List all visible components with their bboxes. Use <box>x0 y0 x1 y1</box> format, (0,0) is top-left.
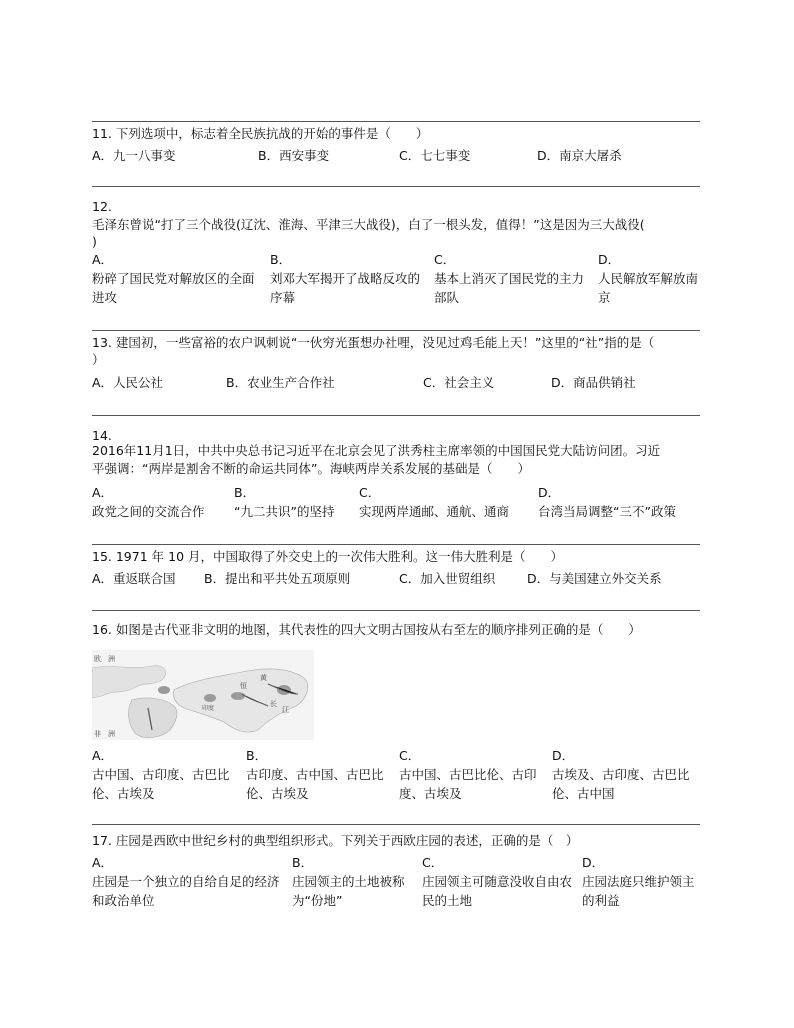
question-stem: 17. 庄园是西欧中世纪乡村的典型组织形式。下列关于西欧庄园的表述，正确的是（ ） <box>92 833 579 848</box>
option-text: 古中国、古巴比伦、古印度、古埃及 <box>399 767 537 801</box>
option-letter: A． <box>92 252 114 267</box>
question-stem-cont: ） <box>92 352 105 367</box>
map-label-river5: 印度 <box>202 705 215 712</box>
question-14 <box>92 428 700 518</box>
option-a[interactable]: A．人民公社 <box>92 375 164 390</box>
divider-q13 <box>92 330 700 331</box>
question-12 <box>92 199 700 309</box>
option-letter: A． <box>92 748 114 763</box>
map-label-river1: 黄 <box>260 674 267 682</box>
option-letter: B． <box>292 855 314 870</box>
option-letter: C． <box>434 252 456 267</box>
option-d[interactable] <box>552 746 700 803</box>
option-a[interactable]: A．九一八事变 <box>92 148 176 163</box>
option-b[interactable] <box>234 483 354 521</box>
question-stem: 11. 下列选项中，标志着全民族抗战的开始的事件是（ ） <box>92 126 429 141</box>
option-c[interactable]: C．加入世贸组织 <box>399 571 496 586</box>
divider-q16 <box>92 610 700 611</box>
question-15 <box>92 549 700 589</box>
question-stem: 2016年11月1日，中共中央总书记习近平在北京会见了洪秀柱主席率领的中国国民党大陆访问团。习近 <box>92 443 661 458</box>
option-letter: A． <box>92 485 114 500</box>
divider-q15 <box>92 544 700 545</box>
question-13 <box>92 335 700 395</box>
option-text: 庄园领主可随意没收自由农民的土地 <box>422 874 573 908</box>
option-text: 台湾当局调整“三不”政策 <box>538 504 676 519</box>
option-letter: B． <box>270 252 292 267</box>
ancient-civilizations-map <box>92 650 314 740</box>
option-text: 庄园领主的土地被称为“份地” <box>292 874 405 908</box>
option-c[interactable]: C．七七事变 <box>399 148 471 163</box>
option-text: 实现两岸通邮、通航、通商 <box>359 504 510 519</box>
option-text: 粉碎了国民党对解放区的全面进攻 <box>92 271 255 305</box>
option-b[interactable] <box>246 746 398 803</box>
option-d[interactable] <box>538 483 700 521</box>
option-text: 古埃及、古印度、古巴比伦、古中国 <box>552 767 690 801</box>
option-d[interactable] <box>582 853 696 910</box>
question-stem: 毛泽东曾说“打了三个战役(辽沈、淮海、平津三大战役)，白了一根头发，值得！”这是因为三大战役( <box>92 217 645 232</box>
question-stem: 16. 如图是古代亚非文明的地图，其代表性的四大文明古国按从右至左的顺序排列正确的是（ ） <box>92 622 641 637</box>
option-letter: D． <box>598 252 621 267</box>
option-a[interactable] <box>92 853 288 910</box>
option-letter: D． <box>538 485 561 500</box>
option-b[interactable]: B．提出和平共处五项原则 <box>204 571 351 586</box>
divider-q14 <box>92 415 700 416</box>
option-text: 庄园是一个独立的自给自足的经济和政治单位 <box>92 874 280 908</box>
option-d[interactable]: D．商品供销社 <box>551 375 636 390</box>
option-letter: B． <box>234 485 256 500</box>
option-b[interactable]: B．西安事变 <box>258 148 330 163</box>
option-text: 庄园法庭只维护领主的利益 <box>582 874 695 908</box>
option-b[interactable] <box>292 853 418 910</box>
question-11 <box>92 126 700 166</box>
option-letter: B． <box>246 748 268 763</box>
divider-q17 <box>92 824 700 825</box>
option-d[interactable]: D．与美国建立外交关系 <box>527 571 662 586</box>
option-letter: C． <box>359 485 381 500</box>
question-16 <box>92 622 700 802</box>
option-letter: C． <box>422 855 444 870</box>
option-letter: D． <box>582 855 605 870</box>
question-17 <box>92 833 700 913</box>
map-label-africa: 非 洲 <box>94 730 115 738</box>
option-text: 刘邓大军揭开了战略反攻的序幕 <box>270 271 421 305</box>
option-text: “九二共识”的坚持 <box>234 504 335 519</box>
option-b[interactable]: B．农业生产合作社 <box>226 375 335 390</box>
option-text: 古中国、古印度、古巴比伦、古埃及 <box>92 767 230 801</box>
question-stem-cont: 平强调：“两岸是割舍不断的命运共同体”。海峡两岸关系发展的基础是（ ） <box>92 461 530 476</box>
question-number: 14. <box>92 428 112 443</box>
question-stem: 15. 1971 年 10 月，中国取得了外交史上的一次伟大胜利。这一伟大胜利是（ ） <box>92 549 563 564</box>
map-label-europe: 欧 洲 <box>94 655 115 663</box>
map-label-river3: 江 <box>282 706 289 714</box>
option-letter: D． <box>552 748 575 763</box>
option-a[interactable] <box>92 746 244 803</box>
option-text: 古印度、古中国、古巴比伦、古埃及 <box>246 767 384 801</box>
option-c[interactable]: C．社会主义 <box>423 375 495 390</box>
question-stem-cont: ) <box>92 234 97 249</box>
option-letter: C． <box>399 748 421 763</box>
option-c[interactable] <box>422 853 577 910</box>
option-c[interactable] <box>399 746 551 803</box>
option-a[interactable] <box>92 250 257 307</box>
option-text: 政党之间的交流合作 <box>92 504 205 519</box>
option-b[interactable] <box>270 250 422 307</box>
option-a[interactable] <box>92 483 232 521</box>
option-text: 基本上消灭了国民党的主力部队 <box>434 271 585 305</box>
option-c[interactable] <box>434 250 586 307</box>
map-label-river4: 恒 <box>240 682 247 690</box>
map-label-river2: 长 <box>270 700 277 708</box>
divider-q12 <box>92 186 700 187</box>
divider-q11 <box>92 121 700 122</box>
option-a[interactable]: A．重返联合国 <box>92 571 176 586</box>
question-stem: 13. 建国初，一些富裕的农户讽刺说“一伙穷光蛋想办社哩，没见过鸡毛能上天！”这里的“社”指的是（ <box>92 335 655 350</box>
option-text: 人民解放军解放南京 <box>598 271 699 305</box>
option-letter: A． <box>92 855 114 870</box>
question-number: 12. <box>92 199 112 214</box>
option-d[interactable] <box>598 250 700 307</box>
option-d[interactable]: D．南京大屠杀 <box>537 148 622 163</box>
option-c[interactable] <box>359 483 529 521</box>
